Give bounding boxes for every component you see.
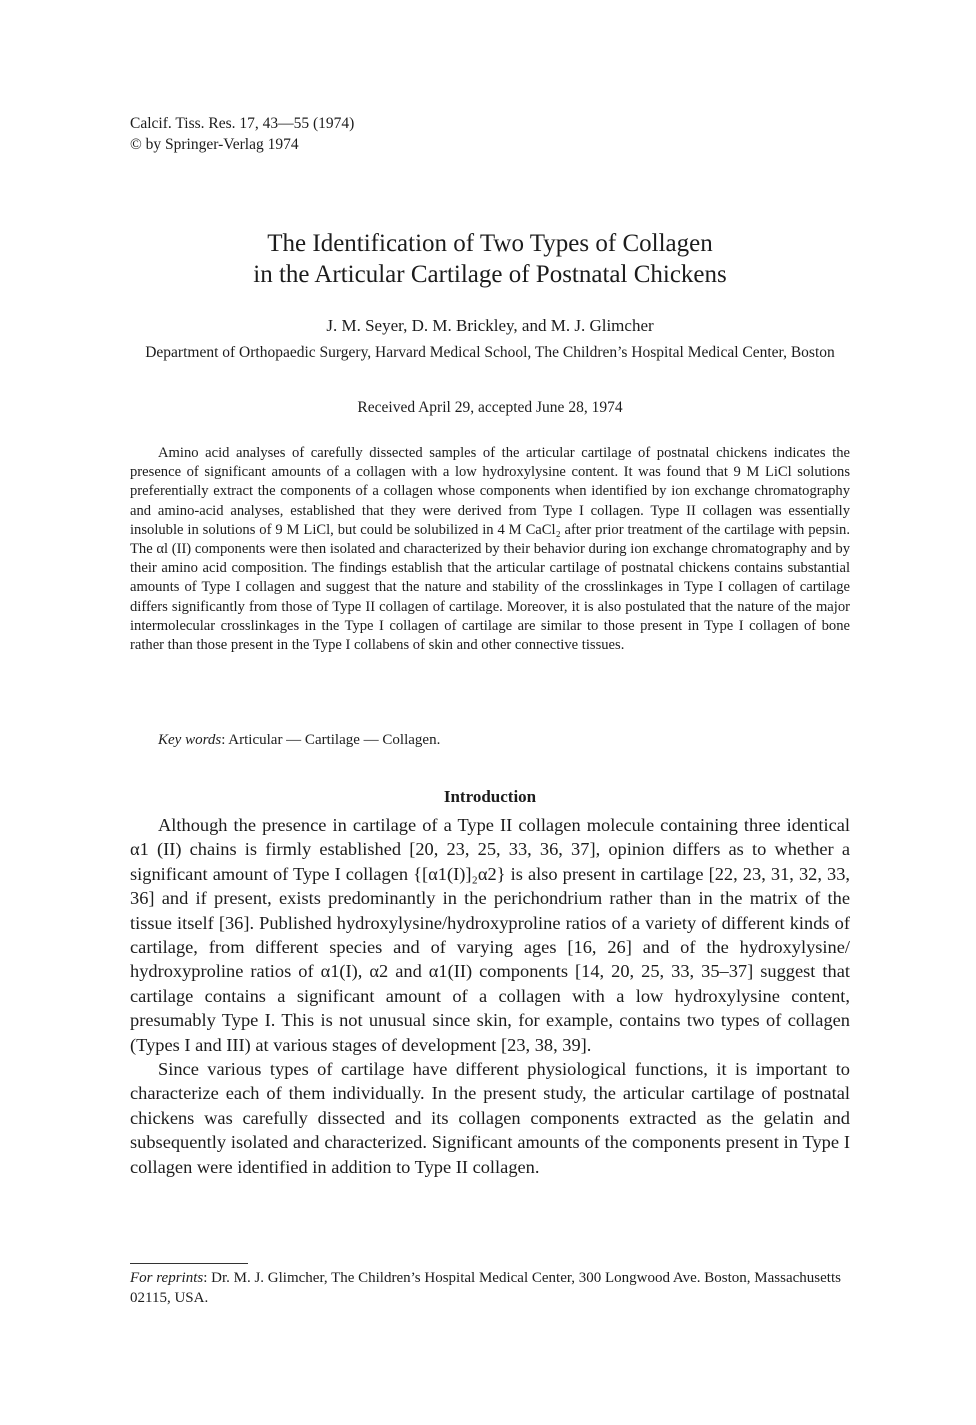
received-dates: Received April 29, accepted June 28, 1974 [357,399,623,416]
section-heading: Introduction [443,787,537,806]
paragraph: Since various types of cartilage have different physiological functions, it is important to characterize each of them individually. In the present study, the articular cartilage of postnatal chickens was carefully dissected and its collagen components extracted as the gelatin and subsequently isolated and characterized. Significant amounts of the components present in Type I collagen were identified in addition to Type II collagen. [130,1059,850,1177]
affiliation: Department of Orthopaedic Surgery, Harvard Medical School, The Children’s Hospital Medical Center, Boston [145,344,835,361]
title-line-2: in the Articular Cartilage of Postnatal Chickens [253,261,727,288]
footnote [130,1268,850,1308]
section-body [130,813,850,1179]
journal-citation: Calcif. Tiss. Res. 17, 43—55 (1974) [130,115,355,132]
keywords-label: Key words [158,732,222,748]
footnote-label: For reprints [130,1270,204,1286]
author-list: J. M. Seyer, D. M. Brickley, and M. J. Glimcher [326,316,654,335]
paper-title [130,228,850,290]
abstract: Amino acid analyses of carefully dissected samples of the articular cartilage of postnatal chickens indicates the presence of significant amounts of a collagen with a low hydroxylysine content. It was found that 9 M LiCl solutions preferentially extract the components of a collagen whose components when identified by ion exchange chromatography and amino-acid analyses, established that they were derived from Type I collagen. Type II collagen was essentially insoluble in solutions of 9 M LiCl, but could be solubilized in 4 M CaCl₂ after prior treatment of the cartilage with pepsin. The αl (II) components were then isolated and characterized by their behavior during ion exchange chromatography and by their amino acid composition. The findings establish that the articular cartilage of postnatal chickens contains substantial amounts of Type I collagen and suggest that the nature and stability of the crosslinkages in Type I collagen of cartilage differs significantly from those of Type II collagen of cartilage. Moreover, it is also postulated that the nature of the major intermolecular crosslinkages in the Type I collagen of cartilage are similar to those present in Type I collagen of bone rather than those present in the Type I collabens of skin and other connective tissues. [130,445,850,654]
footnote-text: : Dr. M. J. Glimcher, The Children’s Hospital Medical Center, 300 Longwood Ave. Boston, Massachusetts 02115, USA. [130,1270,841,1306]
footnote-rule [130,1263,248,1264]
keywords [158,730,848,750]
paragraph: Although the presence in cartilage of a Type II collagen molecule containing three identical α1 (II) chains is firmly established [20, 23, 25, 33, 36, 37], opinion differs as to whether a significant amount of Type I collagen {[α1(I)]₂α2} is also present in cartilage [22, 23, 31, 32, 33, 36] and if present, exists predominantly in the perichondrium rather than in the matrix of the tissue itself [36]. Published hydroxylysine/hydroxyproline ratios of a variety of different kinds of cartilage, from different species and of varying ages [16, 26] and of the hydroxylysine/ hydroxyproline ratios of α1(I), α2 and α1(II) components [14, 20, 25, 33, 35–37] suggest that cartilage contains a significant amount of a collagen with a low hydroxylysine content, presumably Type I. This is not unusual since skin, for example, contains two types of collagen (Types I and III) at various stages of development [23, 38, 39]. [130,815,850,1055]
title-line-1: The Identification of Two Types of Collagen [267,230,713,257]
copyright-line: © by Springer-Verlag 1974 [130,136,299,153]
journal-header [130,113,354,155]
keywords-text: : Articular — Cartilage — Collagen. [221,732,441,748]
